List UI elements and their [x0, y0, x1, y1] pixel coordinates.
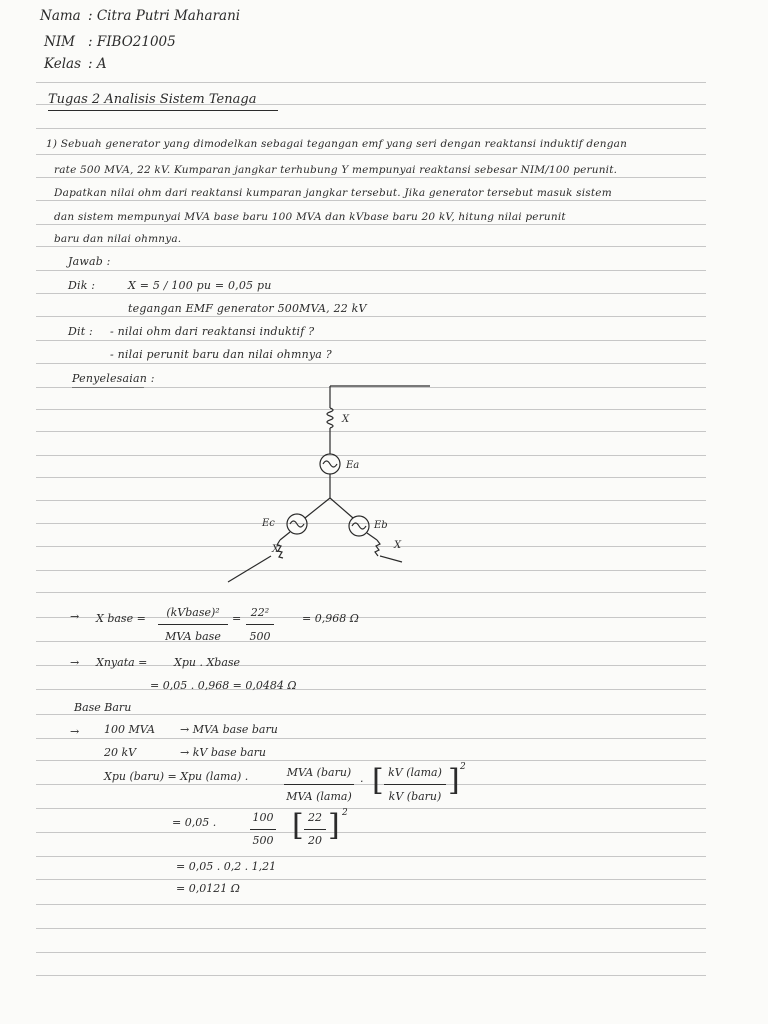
label-x-left: X	[272, 544, 280, 555]
xpu-square: 2	[460, 762, 466, 772]
xnyata-arrow: →	[70, 656, 80, 669]
rule-line	[36, 592, 706, 593]
left-bracket-2: [	[292, 808, 304, 843]
step1-bar-2	[304, 829, 326, 830]
rule-line	[36, 928, 706, 929]
title-underline	[48, 110, 278, 111]
base-baru-mva: 100 MVA	[104, 723, 155, 736]
right-bracket-2: ]	[328, 808, 340, 843]
rule-line	[36, 246, 706, 247]
xbase-lhs: X base =	[96, 612, 146, 625]
question-line-5: baru dan nilai ohmnya.	[54, 233, 182, 245]
penyelesaian-label: Penyelesaian :	[72, 372, 155, 385]
rule-line	[36, 784, 706, 785]
step1-numerator-2: 22	[308, 811, 322, 824]
xpu-kv-denominator: kV (baru)	[388, 790, 442, 803]
step1-square: 2	[342, 808, 348, 818]
rule-line	[36, 154, 706, 155]
xpu-lhs: Xpu (baru) = Xpu (lama) .	[104, 770, 249, 783]
source-ea-wave	[323, 461, 337, 467]
class-value: : A	[88, 56, 107, 72]
label-ea: Ea	[346, 460, 360, 471]
rule-line	[36, 363, 706, 364]
rule-line	[36, 340, 706, 341]
base-baru-mva-desc: → MVA base baru	[180, 723, 278, 736]
penyelesaian-underline	[72, 387, 144, 388]
rule-line	[36, 293, 706, 294]
xbase-equals: =	[232, 612, 242, 625]
step2: = 0,05 . 0,2 . 1,21	[176, 860, 277, 873]
xnyata-lhs: Xnyata =	[96, 656, 148, 669]
rule-line	[36, 270, 706, 271]
xbase-numerator-2: 22²	[250, 606, 270, 619]
xpu-kv-numerator: kV (lama)	[388, 766, 442, 779]
label-eb: Eb	[374, 520, 388, 531]
dit-value-1: - nilai ohm dari reaktansi induktif ?	[110, 325, 315, 338]
rule-line	[36, 689, 706, 690]
xnyata-rhs: Xpu . Xbase	[174, 656, 241, 669]
xpu-dot: .	[360, 772, 364, 785]
step1-denominator: 500	[252, 834, 274, 847]
base-baru-kv-desc: → kV base baru	[180, 746, 267, 759]
label-x-right: X	[394, 540, 402, 551]
rule-line	[36, 82, 706, 83]
base-baru-label: Base Baru	[74, 701, 132, 714]
xpu-mva-denominator: MVA (lama)	[286, 790, 352, 803]
dit-label: Dit :	[68, 325, 93, 338]
question-line-2: rate 500 MVA, 22 kV. Kumparan jangkar terhubung Y mempunyai reaktansi sebesar NIM/100 perunit.	[54, 164, 618, 176]
rule-line	[36, 224, 706, 225]
wye-left-branch	[305, 498, 330, 518]
reactor-top-coil	[327, 408, 333, 428]
step1-denominator-2: 20	[308, 834, 322, 847]
class-label: Kelas	[44, 56, 82, 72]
rule-line	[36, 879, 706, 880]
question-line-3: Dapatkan nilai ohm dari reaktansi kumparan jangkar tersebut. Jika generator tersebut masuk sistem	[54, 187, 612, 199]
xpu-mva-bar	[284, 784, 354, 785]
xbase-denominator-2: 500	[249, 630, 271, 643]
rule-line	[36, 808, 706, 809]
step1-lhs: = 0,05 .	[172, 816, 217, 829]
rule-line	[36, 856, 706, 857]
dik-value-2: tegangan EMF generator 500MVA, 22 kV	[128, 302, 367, 315]
rule-line	[36, 316, 706, 317]
question-line-1: 1) Sebuah generator yang dimodelkan sebagai tegangan emf yang seri dengan reaktansi induktif dengan	[46, 138, 628, 150]
base-baru-kv: 20 kV	[104, 746, 137, 759]
xbase-denominator: MVA base	[165, 630, 221, 643]
right-line	[380, 556, 402, 562]
jawab-label: Jawab :	[68, 255, 111, 268]
wye-right-branch	[330, 498, 353, 518]
right-wire	[367, 533, 377, 540]
nim-label: NIM	[44, 34, 75, 50]
wye-generator-diagram	[220, 380, 440, 585]
rule-line	[36, 200, 706, 201]
nim-value: : FIBO21005	[88, 34, 176, 50]
assignment-title: Tugas 2 Analisis Sistem Tenaga	[48, 92, 257, 107]
rule-line	[36, 952, 706, 953]
dit-value-2: - nilai perunit baru dan nilai ohmnya ?	[110, 348, 332, 361]
left-wire	[280, 532, 290, 540]
step1-bar	[250, 829, 276, 830]
rule-line	[36, 738, 706, 739]
rule-line	[36, 975, 706, 976]
dik-value-1: X = 5 / 100 pu = 0,05 pu	[128, 279, 272, 292]
rule-line	[36, 641, 706, 642]
label-x-top: X	[342, 414, 350, 425]
rule-line	[36, 714, 706, 715]
question-line-4: dan sistem mempunyai MVA base baru 100 MVA dan kVbase baru 20 kV, hitung nilai perunit	[54, 211, 566, 223]
xbase-fraction-bar-2	[246, 624, 274, 625]
xpu-kv-bar	[384, 784, 446, 785]
rule-line	[36, 177, 706, 178]
step1-numerator: 100	[252, 811, 274, 824]
xnyata-result: = 0,05 . 0,968 = 0,0484 Ω	[150, 679, 297, 692]
name-value: : Citra Putri Maharani	[88, 8, 241, 24]
label-ec: Ec	[262, 518, 275, 529]
rule-line	[36, 128, 706, 129]
rule-line	[36, 904, 706, 905]
source-ec-wave	[290, 521, 304, 527]
reactor-right-coil	[375, 540, 380, 556]
dik-label: Dik :	[68, 279, 96, 292]
rule-line	[36, 832, 706, 833]
step3: = 0,0121 Ω	[176, 882, 240, 895]
source-eb-wave	[352, 523, 366, 529]
left-bracket-1: [	[372, 763, 384, 798]
xbase-result: = 0,968 Ω	[302, 612, 359, 625]
xbase-fraction-bar	[158, 624, 228, 625]
base-baru-arrow: →	[70, 725, 80, 738]
xbase-numerator: (kVbase)²	[166, 606, 220, 619]
rule-line	[36, 760, 706, 761]
name-label: Nama	[40, 8, 81, 24]
xbase-arrow: →	[70, 610, 80, 623]
xpu-mva-numerator: MVA (baru)	[286, 766, 352, 779]
left-line	[228, 556, 271, 582]
right-bracket-1: ]	[448, 763, 460, 798]
